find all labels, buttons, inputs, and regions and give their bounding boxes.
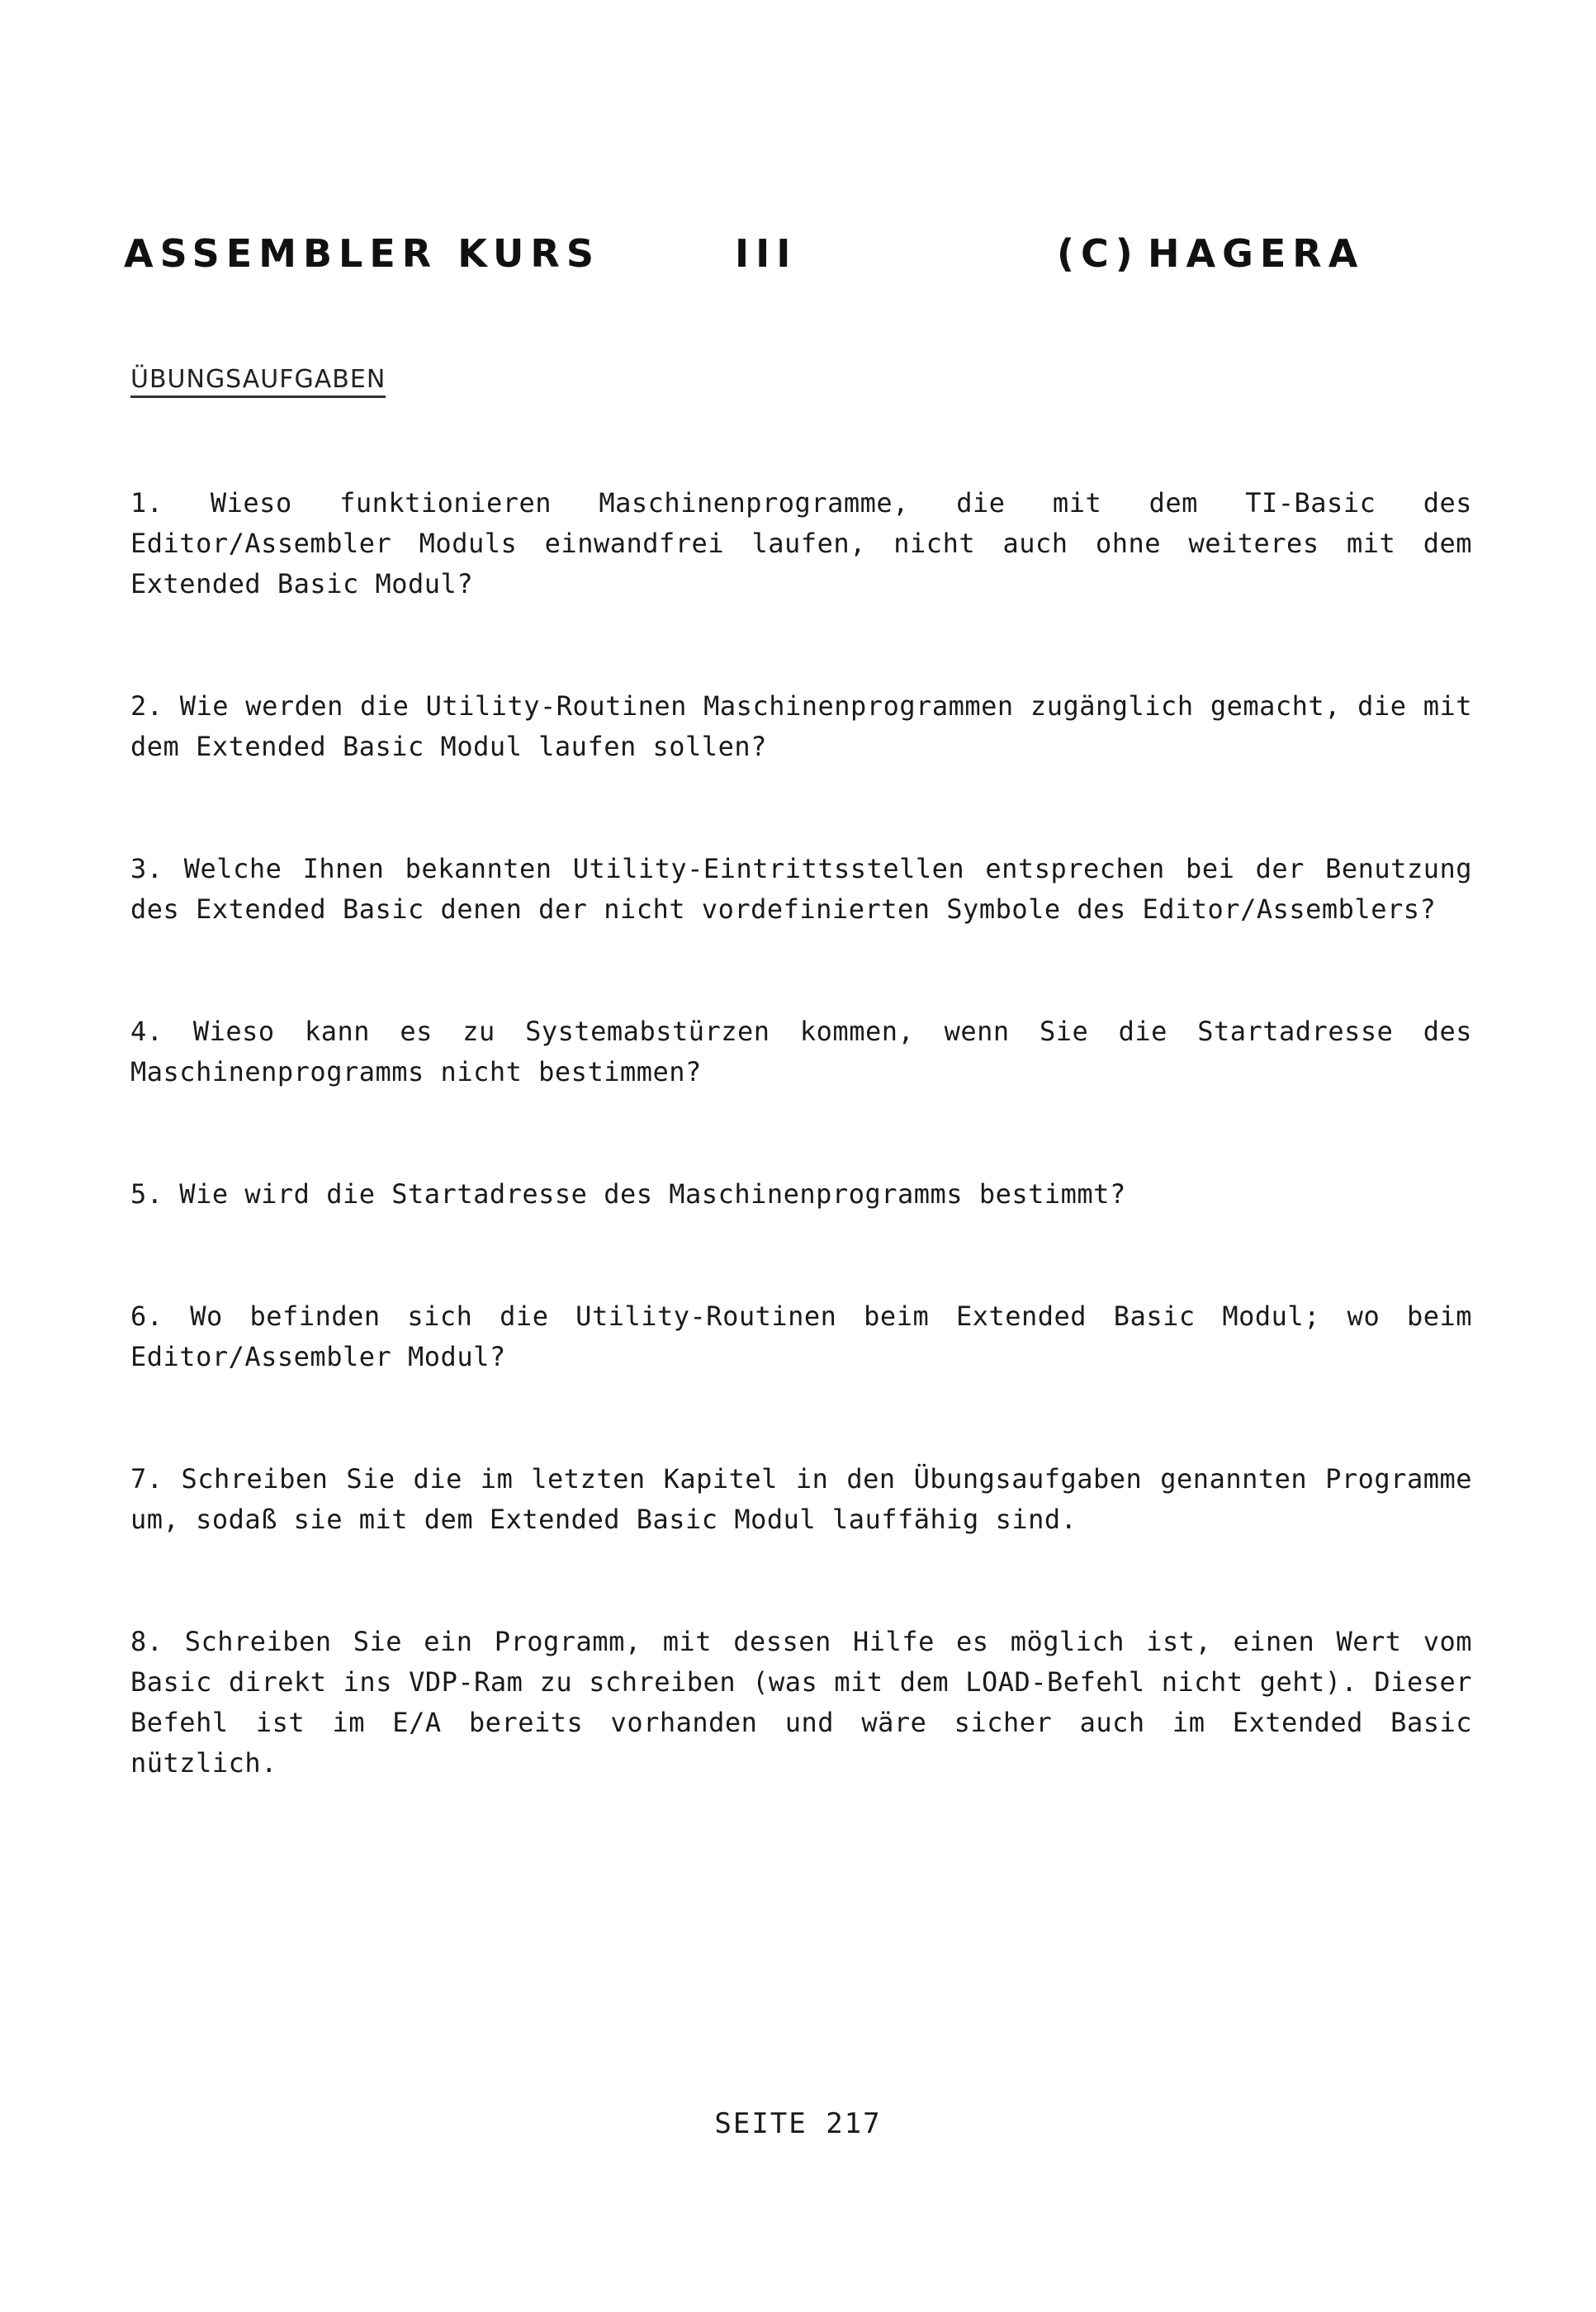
page-header: [124, 231, 1412, 289]
copyright-mark: (C): [1057, 231, 1139, 276]
course-title: ASSEMBLER KURS: [124, 231, 600, 276]
exercise-item: 3. Welche Ihnen bekannten Utility-Eintrittsstellen entsprechen bei der Benutzung des Extended Basic denen der nicht vordefinierten Symbole des Editor/Assemblers?: [130, 853, 1472, 925]
exercise-item: 1. Wieso funktionieren Maschinenprogramme, die mit dem TI-Basic des Editor/Assembler Moduls einwandfrei laufen, nicht auch ohne weiteres mit dem Extended Basic Modul?: [130, 487, 1472, 599]
exercise-item: 6. Wo befinden sich die Utility-Routinen beim Extended Basic Modul; wo beim Editor/Assembler Modul?: [130, 1300, 1472, 1372]
author-name: HAGERA: [1148, 231, 1365, 276]
exercise-item: 8. Schreiben Sie ein Programm, mit dessen Hilfe es möglich ist, einen Wert vom Basic direkt ins VDP-Ram zu schreiben (was mit dem LOAD-Befehl nicht geht). Dieser Befehl ist im E/A bereits vorhanden und wäre sicher auch im Extended Basic nützlich.: [130, 1626, 1472, 1779]
exercise-list: [130, 483, 1472, 1784]
exercise-item: 5. Wie wird die Startadresse des Maschinenprogramms bestimmt?: [130, 1178, 1126, 1210]
section-title: ÜBUNGSAUFGABEN: [130, 365, 386, 398]
exercise-item: 4. Wieso kann es zu Systemabstürzen kommen, wenn Sie die Startadresse des Maschinenprogramms nicht bestimmen?: [130, 1016, 1472, 1087]
exercise-item: 7. Schreiben Sie die im letzten Kapitel in den Übungsaufgaben genannten Programme um, sodaß sie mit dem Extended Basic Modul lauffähig sind.: [130, 1463, 1472, 1535]
page-number: SEITE 217: [714, 2107, 882, 2140]
course-part: III: [735, 231, 798, 276]
exercise-item: 2. Wie werden die Utility-Routinen Maschinenprogrammen zugänglich gemacht, die mit dem Extended Basic Modul laufen sollen?: [130, 690, 1472, 762]
